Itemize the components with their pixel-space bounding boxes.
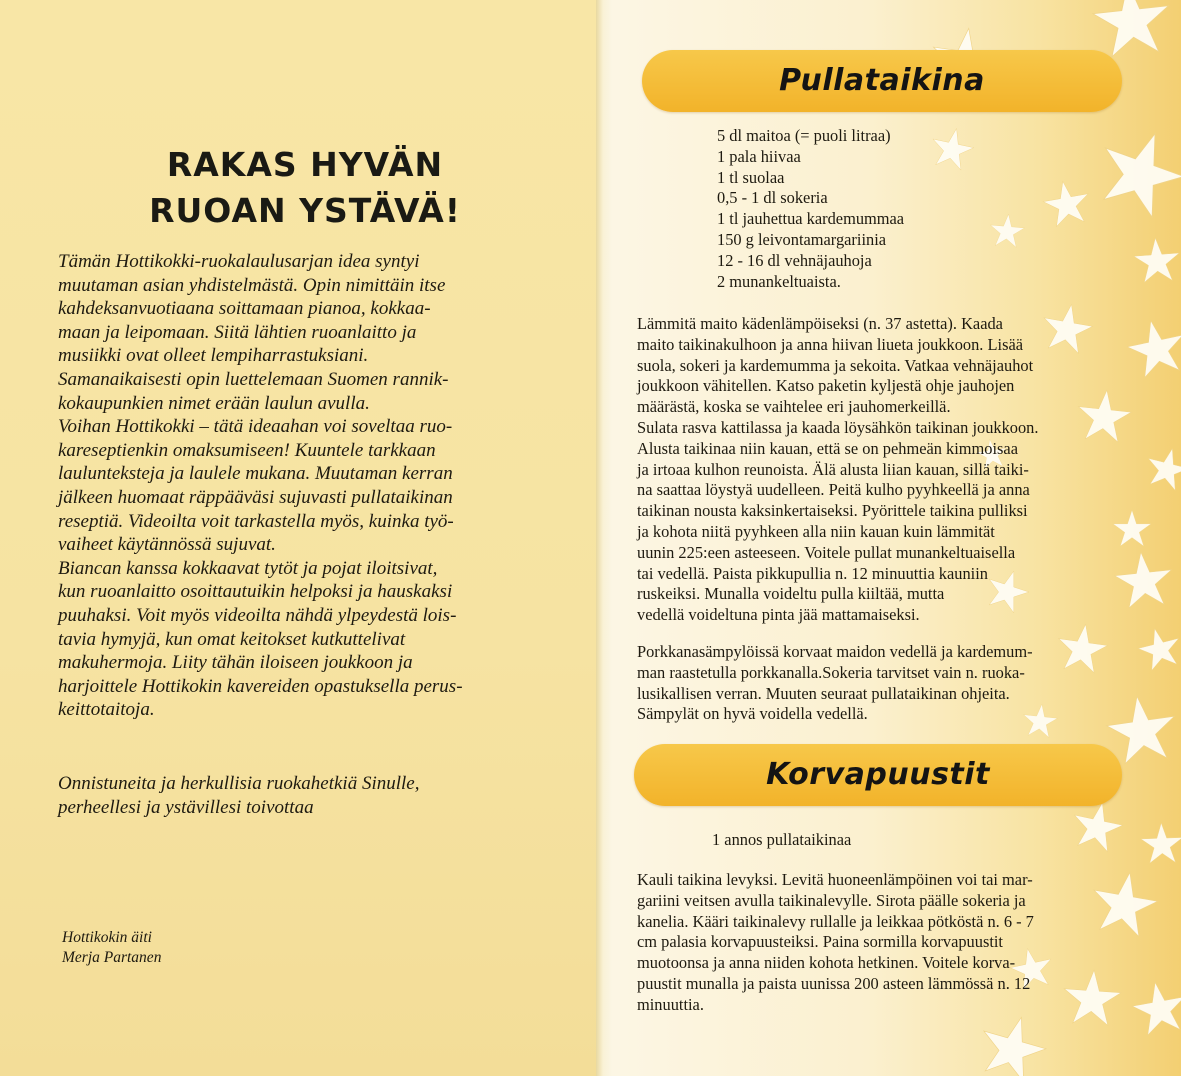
intro-line: tavia hymyjä, kun omat keitokset kutkuttelivat <box>58 628 406 650</box>
variation-line: Porkkanasämpylöissä korvaat maidon vedellä ja kardemum- <box>637 642 1033 661</box>
star-icon <box>973 1008 1052 1076</box>
instruction-line: määrästä, koska se vaihtelee eri jauhomerkeillä. <box>637 397 951 417</box>
intro-line: reseptiä. Videoilta voit tarkastella myös, kuinka työ- <box>58 510 454 532</box>
star-icon <box>1133 236 1181 282</box>
greeting-line: perheellesi ja ystävillesi toivottaa <box>58 797 314 818</box>
instruction-line: Lämmitä maito kädenlämpöiseksi (n. 37 astetta). Kaada <box>637 314 1003 333</box>
instruction-line: kanelia. Kääri taikinalevy rullalle ja leikkaa pötköstä n. 6 - 7 <box>637 911 1034 931</box>
page-title <box>110 142 500 234</box>
ingredient-item: 2 munankeltuaista. <box>717 271 841 291</box>
intro-line: vaiheet käytännössä sujuvat. <box>58 534 276 556</box>
intro-line: kun ruoanlaitto osoittautuikin helpoksi ja hauskaksi <box>58 581 453 603</box>
instruction-line: ja kohota niitä pyyhkeen alla niin kauan kuin lämmität <box>637 521 995 541</box>
instruction-line: ja irtoaa kulhon reunoista. Älä alusta liian kauan, sillä taiki- <box>637 459 1029 479</box>
ingredient-item: 12 - 16 dl vehnäjauhoja <box>717 250 872 270</box>
intro-line: makuhermoja. Liity tähän iloiseen joukkoon ja <box>58 652 413 674</box>
star-icon <box>1134 624 1181 673</box>
instruction-line: tai vedellä. Paista pikkupullia n. 12 minuuttia kauniin <box>637 563 988 583</box>
title-line-2: RUOAN YSTÄVÄ! <box>149 191 461 230</box>
greeting-line: Onnistuneita ja herkullisia ruokahetkiä Sinulle, <box>58 773 420 794</box>
star-icon <box>1089 119 1181 222</box>
instruction-line: minuuttia. <box>637 994 704 1014</box>
instruction-line: vedellä voideltuna pinta jää mattamaiseksi. <box>637 605 920 625</box>
signature-line: Hottikokin äiti <box>62 929 152 946</box>
instruction-line: joukkoon vähitellen. Katso paketin kyljestä ohje jauhojen <box>637 376 1015 396</box>
intro-line: Voihan Hottikokki – tätä ideaahan voi soveltaa ruo- <box>58 416 453 438</box>
intro-line: kareseptienkin omaksumiseen! Kuuntele tarkkaan <box>58 439 436 461</box>
intro-line: Tämän Hottikokki-ruokalaulusarjan idea syntyi <box>58 251 420 272</box>
intro-line: harjoittele Hottikokin kavereiden opastuksella perus- <box>58 675 463 697</box>
instruction-line: gariini veitsen avulla taikinalevylle. Sirota päälle sokeria ja <box>637 890 1026 910</box>
ingredient-item: 5 dl maitoa (= puoli litraa) <box>717 126 891 145</box>
ingredient-item: 1 tl jauhettua kardemummaa <box>717 209 905 229</box>
greeting <box>58 772 558 820</box>
instruction-line: uunin 225:een asteeseen. Voitele pullat munankeltuaisella <box>637 542 1016 562</box>
instruction-line: taikinan nousta kaksinkertaiseksi. Pyörittele taikina pulliksi <box>637 501 1028 521</box>
variation-line: lusikallisen verran. Muuten seuraat pullataikinan ohjeita. <box>637 683 1010 703</box>
intro-line: Samanaikaisesti opin luettelemaan Suomen rannik- <box>58 368 449 390</box>
intro-line: kokaupunkien nimet erään laulun avulla. <box>58 392 370 414</box>
instruction-line: cm palasia korvapuusteiksi. Paina sormilla korvapuustit <box>637 932 1003 952</box>
instruction-line: ruskeiksi. Munalla voideltu pulla kiiltää, mutta <box>637 584 945 604</box>
ingredient-item: 150 g leivontamargariinia <box>717 229 887 249</box>
intro-paragraph <box>58 250 558 722</box>
intro-line: keittotaitoja. <box>58 699 155 721</box>
ingredient-item: 1 tl suolaa <box>717 167 785 187</box>
ingredient-list <box>712 830 1032 851</box>
intro-line: musiikki ovat olleet lempiharrastuksiani. <box>58 345 369 367</box>
recipe-title-banner <box>634 744 1122 806</box>
signature <box>62 928 362 968</box>
ingredient-item: 1 pala hiivaa <box>717 146 801 166</box>
recipe-variation <box>637 642 1137 725</box>
recipe-instructions <box>637 870 1137 1016</box>
intro-line: kahdeksanvuotiaana soittamaan pianoa, kokkaa- <box>58 298 431 320</box>
intro-line: Biancan kanssa kokkaavat tytöt ja pojat iloitsivat, <box>58 557 438 579</box>
instruction-line: Alusta taikinaa niin kauan, että se on pehmeän kimmoisaa <box>637 438 1018 458</box>
instruction-line: puustit munalla ja paista uunissa 200 asteen lämmössä n. 12 <box>637 973 1031 993</box>
ingredient-item: 0,5 - 1 dl sokeria <box>717 188 828 208</box>
intro-line: laulunteksteja ja laulele mukana. Muutaman kerran <box>58 463 453 485</box>
instruction-line: muotoonsa ja anna niiden kohota hetkinen. Voitele korva- <box>637 953 1016 973</box>
variation-line: Sämpylät on hyvä voidella vedellä. <box>637 704 868 724</box>
instruction-line: na saattaa löystyä uudelleen. Peitä kulho pyyhkeellä ja anna <box>637 480 1030 500</box>
instruction-line: maito taikinakulhoon ja anna hiivan liueta joukkoon. Lisää <box>637 334 1023 354</box>
recipe-title-banner <box>642 50 1122 112</box>
intro-line: puuhaksi. Voit myös videoilta nähdä ylpeydestä lois- <box>58 604 457 626</box>
title-line-1: RAKAS HYVÄN <box>166 145 444 184</box>
instruction-line: Kauli taikina levyksi. Levitä huoneenlämpöinen voi tai mar- <box>637 870 1033 889</box>
instruction-line: Sulata rasva kattilassa ja kaada löysähkön taikinan joukkoon. <box>637 417 1039 437</box>
intro-line: jälkeen huomaat räppääväsi sujuvasti pullataikinan <box>58 486 453 508</box>
recipe-title: Korvapuustit <box>766 757 990 792</box>
variation-line: man raastetulla porkkanalla.Sokeria tarvitset vain n. ruoka- <box>637 662 1025 682</box>
instruction-line: suola, sokeri ja kardemumma ja sekoita. Vatkaa vehnäjauhot <box>637 355 1034 375</box>
star-icon <box>1040 177 1092 228</box>
recipe-instructions <box>637 314 1137 626</box>
intro-line: maan ja leipomaan. Siitä lähtien ruoanlaitto ja <box>58 321 417 343</box>
right-page <box>612 0 1181 1076</box>
recipe-title: Pullataikina <box>779 63 985 98</box>
intro-line: muutaman asian yhdistelmästä. Opin nimittäin itse <box>58 274 446 296</box>
star-icon <box>1142 444 1181 493</box>
star-icon <box>1140 822 1181 863</box>
signature-line: Merja Partanen <box>62 949 162 966</box>
ingredient-item: 1 annos pullataikinaa <box>712 830 852 849</box>
ingredient-list <box>717 126 1037 292</box>
page-fold <box>596 0 612 1076</box>
